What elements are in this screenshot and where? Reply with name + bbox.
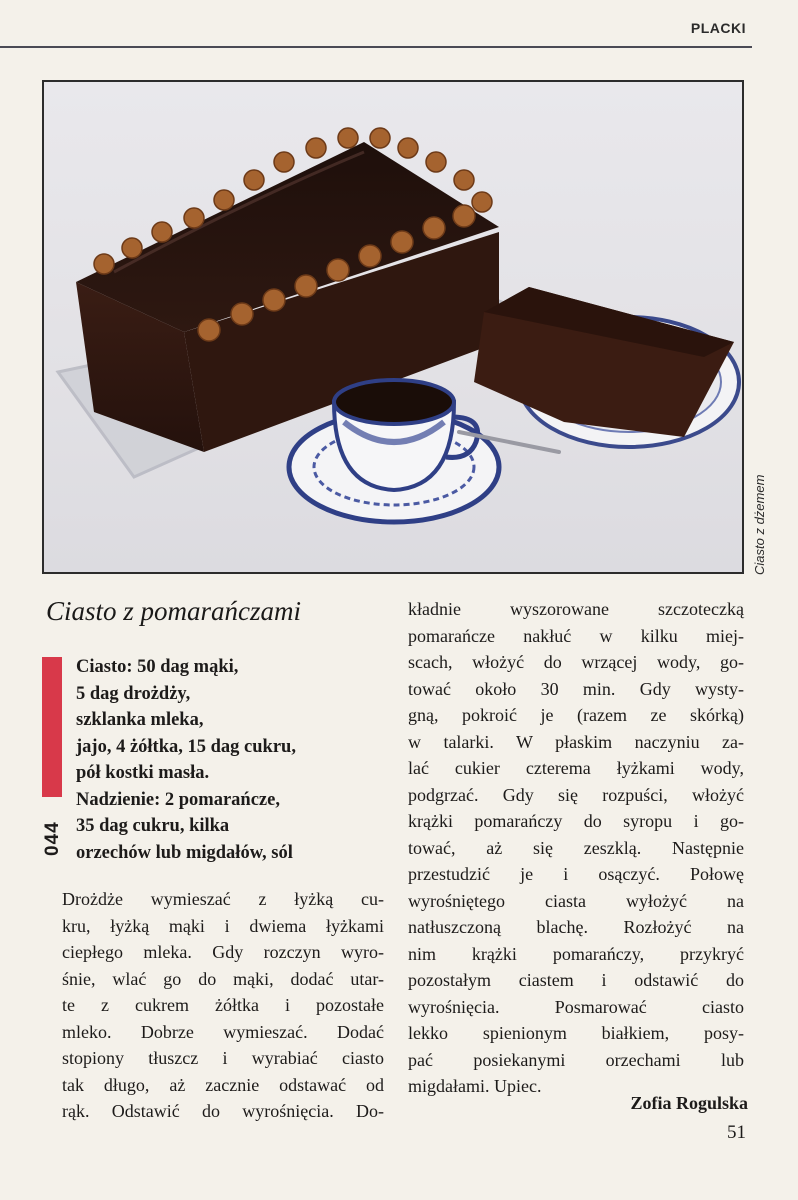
text-line: w talarki. W płaskim naczyniu za- [408, 731, 744, 752]
text-line: te z cukrem żółtka i pozostałe [62, 995, 384, 1015]
ingredient-line: 5 dag drożdży, [76, 683, 191, 704]
text-line: wyrośniętego ciasta wyłożyć na [408, 890, 744, 911]
accent-bar [42, 657, 62, 797]
text-line: Drożdże wymieszać z łyżką cu- [62, 889, 384, 909]
text-line: lać cukier czterema łyżkami wody, [408, 758, 744, 778]
text-line: tak długo, aż zacznie odstawać od [62, 1074, 384, 1095]
text-line: pomarańcze nakłuć w kilku miej- [408, 625, 744, 646]
text-line: mleko. Dobrze wymieszać. Dodać [62, 1021, 384, 1042]
ingredient-line: pół kostki masła. [76, 763, 210, 783]
text-line: przestudzić je i osączyć. Połowę [408, 864, 744, 884]
text-line: kru, łyżką mąki i dwiema łyżkami [62, 915, 384, 936]
ingredients-list [76, 654, 386, 866]
header-rule [0, 46, 752, 48]
text-line: natłuszczoną blachę. Rozłożyć na [408, 917, 744, 937]
ingredient-line: szklanka mleka, [76, 710, 204, 730]
instructions-left-column [62, 886, 384, 1125]
text-line: pozostałym ciastem i odstawić do [408, 970, 744, 990]
instructions-right-column [408, 596, 744, 1100]
text-line: lekko spienionym białkiem, posy- [408, 1023, 744, 1043]
text-line: gną, pokroić je (razem ze skórką) [408, 705, 744, 725]
ingredient-line: Nadzienie: 2 pomarańcze, [76, 789, 280, 810]
text-line: nim krążki pomarańczy, przykryć [408, 943, 744, 964]
photo-side-caption: Ciasto z dżemem [752, 474, 767, 575]
text-line: podgrzać. Gdy się rozpuści, włożyć [408, 784, 744, 805]
text-line: ciepłego mleka. Gdy rozczyn wyro- [62, 942, 384, 962]
ingredient-line: orzechów lub migdałów, sól [76, 842, 293, 863]
ingredient-line: jajo, 4 żółtka, 15 dag cukru, [76, 736, 296, 757]
text-line: śnie, wlać go do mąki, dodać utar- [62, 968, 384, 989]
ingredient-line: 35 dag cukru, kilka [76, 816, 230, 836]
text-line: rąk. Odstawić do wyrośnięcia. Do- [62, 1101, 384, 1121]
text-line: kładnie wyszorowane szczoteczką [408, 599, 744, 619]
text-line: tować około 30 min. Gdy wysty- [408, 678, 744, 699]
text-line: stopiony tłuszcz i wyrabiać ciasto [62, 1048, 384, 1068]
recipe-author: Zofia Rogulska [630, 1093, 748, 1113]
text-line: pać posiekanymi orzechami lub [408, 1049, 744, 1070]
text-line: krążki pomarańczy do syropu i go- [408, 811, 744, 831]
text-line: wyrośnięcia. Posmarować ciasto [408, 996, 744, 1017]
section-label: PLACKI [690, 20, 746, 36]
recipe-code: 044 [42, 821, 63, 856]
text-line: scach, włożyć do wrzącej wody, go- [408, 652, 744, 672]
cake-photo [42, 80, 744, 574]
text-line: tować, aż się zeszklą. Następnie [408, 837, 744, 858]
text-line: migdałami. Upiec. [408, 1076, 542, 1096]
page-number: 51 [727, 1122, 746, 1143]
recipe-title: Ciasto z pomarańczami [46, 596, 302, 626]
ingredient-line: Ciasto: 50 dag mąki, [76, 657, 239, 677]
